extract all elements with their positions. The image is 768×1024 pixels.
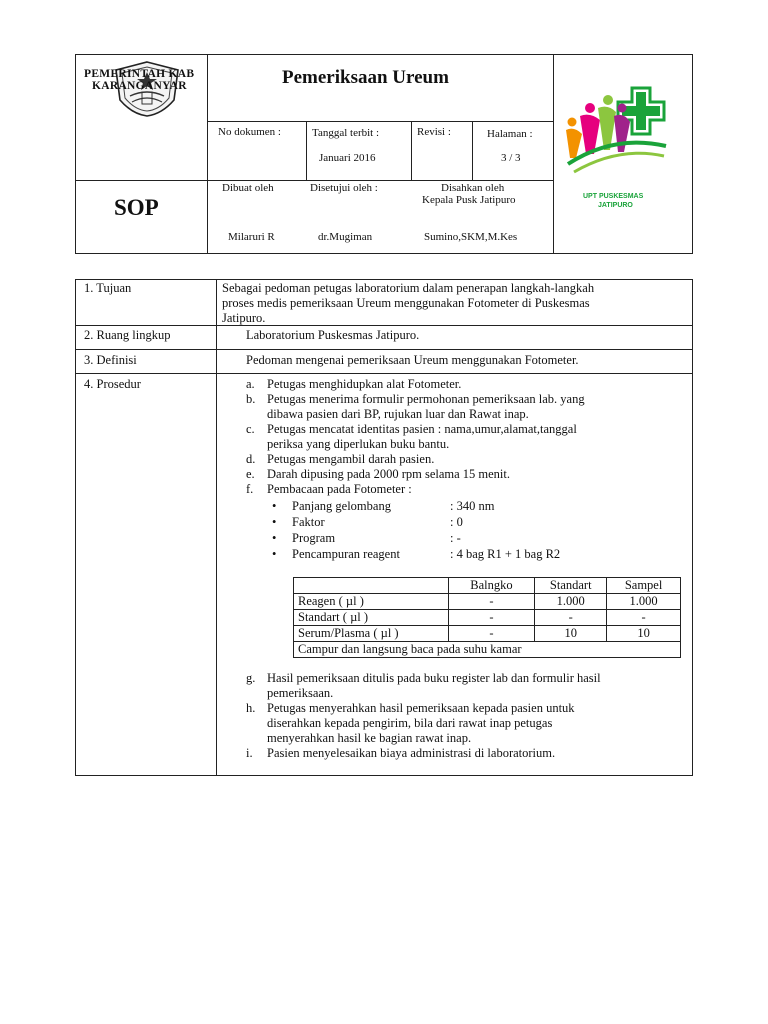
step-d [246,452,686,467]
content-divider [75,373,693,374]
param-value: : 0 [450,515,463,529]
content-divider [216,279,217,776]
fotometer-params [268,499,668,563]
param-item [268,499,668,515]
step-text: Pasien menyelesaikan biaya administrasi di laboratorium. [267,746,556,760]
header-divider [207,121,553,122]
sop-label: SOP [114,195,159,220]
step-h [246,701,686,746]
bullet-icon: • [272,499,277,513]
header-divider [75,180,553,181]
step-text: Petugas menghidupkan alat Fotometer. [267,377,462,391]
table-cell: 1.000 [535,594,607,610]
document-title: Pemeriksaan Ureum [282,67,449,88]
header-divider [306,121,307,180]
step-marker: e. [246,467,255,481]
tujuan-line: Sebagai pedoman petugas laboratorium dalam penerapan langkah-langkah [222,281,595,295]
table-cell: Reagen ( µl ) [294,594,449,610]
table-cell: Standart ( µl ) [294,610,449,626]
step-marker: b. [246,392,256,406]
steps-list-2 [246,671,686,761]
puskesmas-logo-text1: UPT PUSKESMAS [583,193,644,200]
ruang-lingkup-text: Laboratorium Puskesmas Jatipuro. [246,328,420,342]
table-header-cell: Standart [535,578,607,594]
tanggal-terbit-value: Januari 2016 [319,152,376,164]
step-marker: d. [246,452,256,466]
content-divider [75,349,693,350]
table-footer-cell: Campur dan langsung baca pada suhu kamar [294,642,681,658]
disahkan-oleh-label: Disahkan oleh [441,182,505,194]
halaman-label: Halaman : [487,128,533,140]
table-cell: Serum/Plasma ( µl ) [294,626,449,642]
org-name-line1: PEMERINTAH KAB [84,68,195,80]
param-label: Faktor [292,515,325,529]
table-cell: - [448,626,535,642]
step-text: periksa yang diperlukan buku bantu. [267,437,450,451]
step-text: Hasil pemeriksaan ditulis pada buku register lab dan formulir hasil [267,671,601,685]
param-item [268,547,668,563]
param-label: Pencampuran reagent [292,547,400,561]
dibuat-oleh-label: Dibuat oleh [222,182,274,194]
tujuan-line: Jatipuro. [222,311,266,325]
header-divider [411,121,412,180]
table-cell: 10 [535,626,607,642]
table-cell: - [535,610,607,626]
step-text: menyerahkan hasil ke bagian rawat inap. [267,731,472,745]
section-label-prosedur: 4. Prosedur [84,377,141,391]
header-divider [553,54,554,254]
section-label-tujuan: 1. Tujuan [84,281,132,295]
step-c [246,422,686,452]
step-marker: a. [246,377,255,391]
revisi-label: Revisi : [417,126,451,138]
table-row [294,610,681,626]
table-cell: 1.000 [607,594,681,610]
table-header-row [294,578,681,594]
puskesmas-logo-icon [564,84,670,184]
table-cell: - [607,610,681,626]
tujuan-line: proses medis pemeriksaan Ureum menggunakan Fotometer di Puskesmas [222,296,590,310]
table-header-cell [294,578,449,594]
section-label-definisi: 3. Definisi [84,353,137,367]
step-text: Darah dipusing pada 2000 rpm selama 15 menit. [267,467,510,481]
step-b [246,392,686,422]
param-label: Panjang gelombang [292,499,391,513]
dibuat-oleh-value: Milaruri R [228,231,275,243]
table-header-cell: Sampel [607,578,681,594]
step-text: Petugas mencatat identitas pasien : nama,umur,alamat,tanggal [267,422,577,436]
no-dokumen-label: No dokumen : [218,126,281,138]
param-item [268,531,668,547]
tanggal-terbit-label: Tanggal terbit : [312,127,380,139]
disahkan-oleh-value: Sumino,SKM,M.Kes [424,231,518,243]
step-marker: h. [246,701,256,715]
param-label: Program [292,531,336,545]
step-text: Petugas mengambil darah pasien. [267,452,435,466]
param-value: : 4 bag R1 + 1 bag R2 [450,547,561,561]
step-text: dibawa pasien dari BP, rujukan luar dan Rawat inap. [267,407,529,421]
disetujui-oleh-label: Disetujui oleh : [310,182,378,194]
step-text: diserahkan kepada pengirim, bila dari rawat inap petugas [267,716,553,730]
header-divider [472,121,473,180]
step-marker: i. [246,746,253,760]
halaman-value: 3 / 3 [501,152,521,164]
step-text: Petugas menerima formulir permohonan pemeriksaan lab. yang [267,392,585,406]
header-divider [207,54,208,254]
bullet-icon: • [272,515,277,529]
table-cell: - [448,594,535,610]
table-footer-row [294,642,681,658]
table-row [294,594,681,610]
table-cell: 10 [607,626,681,642]
param-item [268,515,668,531]
disetujui-oleh-value: dr.Mugiman [318,231,373,243]
section-label-ruang-lingkup: 2. Ruang lingkup [84,328,171,342]
bullet-icon: • [272,531,277,545]
step-a [246,377,686,392]
step-e [246,467,686,482]
step-text: Pembacaan pada Fotometer : [267,482,412,496]
bullet-icon: • [272,547,277,561]
step-marker: c. [246,422,255,436]
table-header-cell: Balngko [448,578,535,594]
step-i [246,746,686,761]
step-marker: f. [246,482,254,496]
steps-list [246,377,686,497]
table-row [294,626,681,642]
content-divider [75,325,693,326]
step-marker: g. [246,671,256,685]
reagent-mix-table [293,577,681,658]
org-name-line2: KARANGANYAR [92,80,187,92]
table-cell: - [448,610,535,626]
step-f [246,482,686,497]
puskesmas-logo-text2: JATIPURO [598,202,633,209]
disahkan-oleh-sub: Kepala Pusk Jatipuro [422,194,516,206]
step-text: pemeriksaan. [267,686,334,700]
step-text: Petugas menyerahkan hasil pemeriksaan kepada pasien untuk [267,701,575,715]
step-g [246,671,686,701]
definisi-text: Pedoman mengenai pemeriksaan Ureum menggunakan Fotometer. [246,353,579,367]
param-value: : 340 nm [450,499,495,513]
param-value: : - [450,531,461,545]
